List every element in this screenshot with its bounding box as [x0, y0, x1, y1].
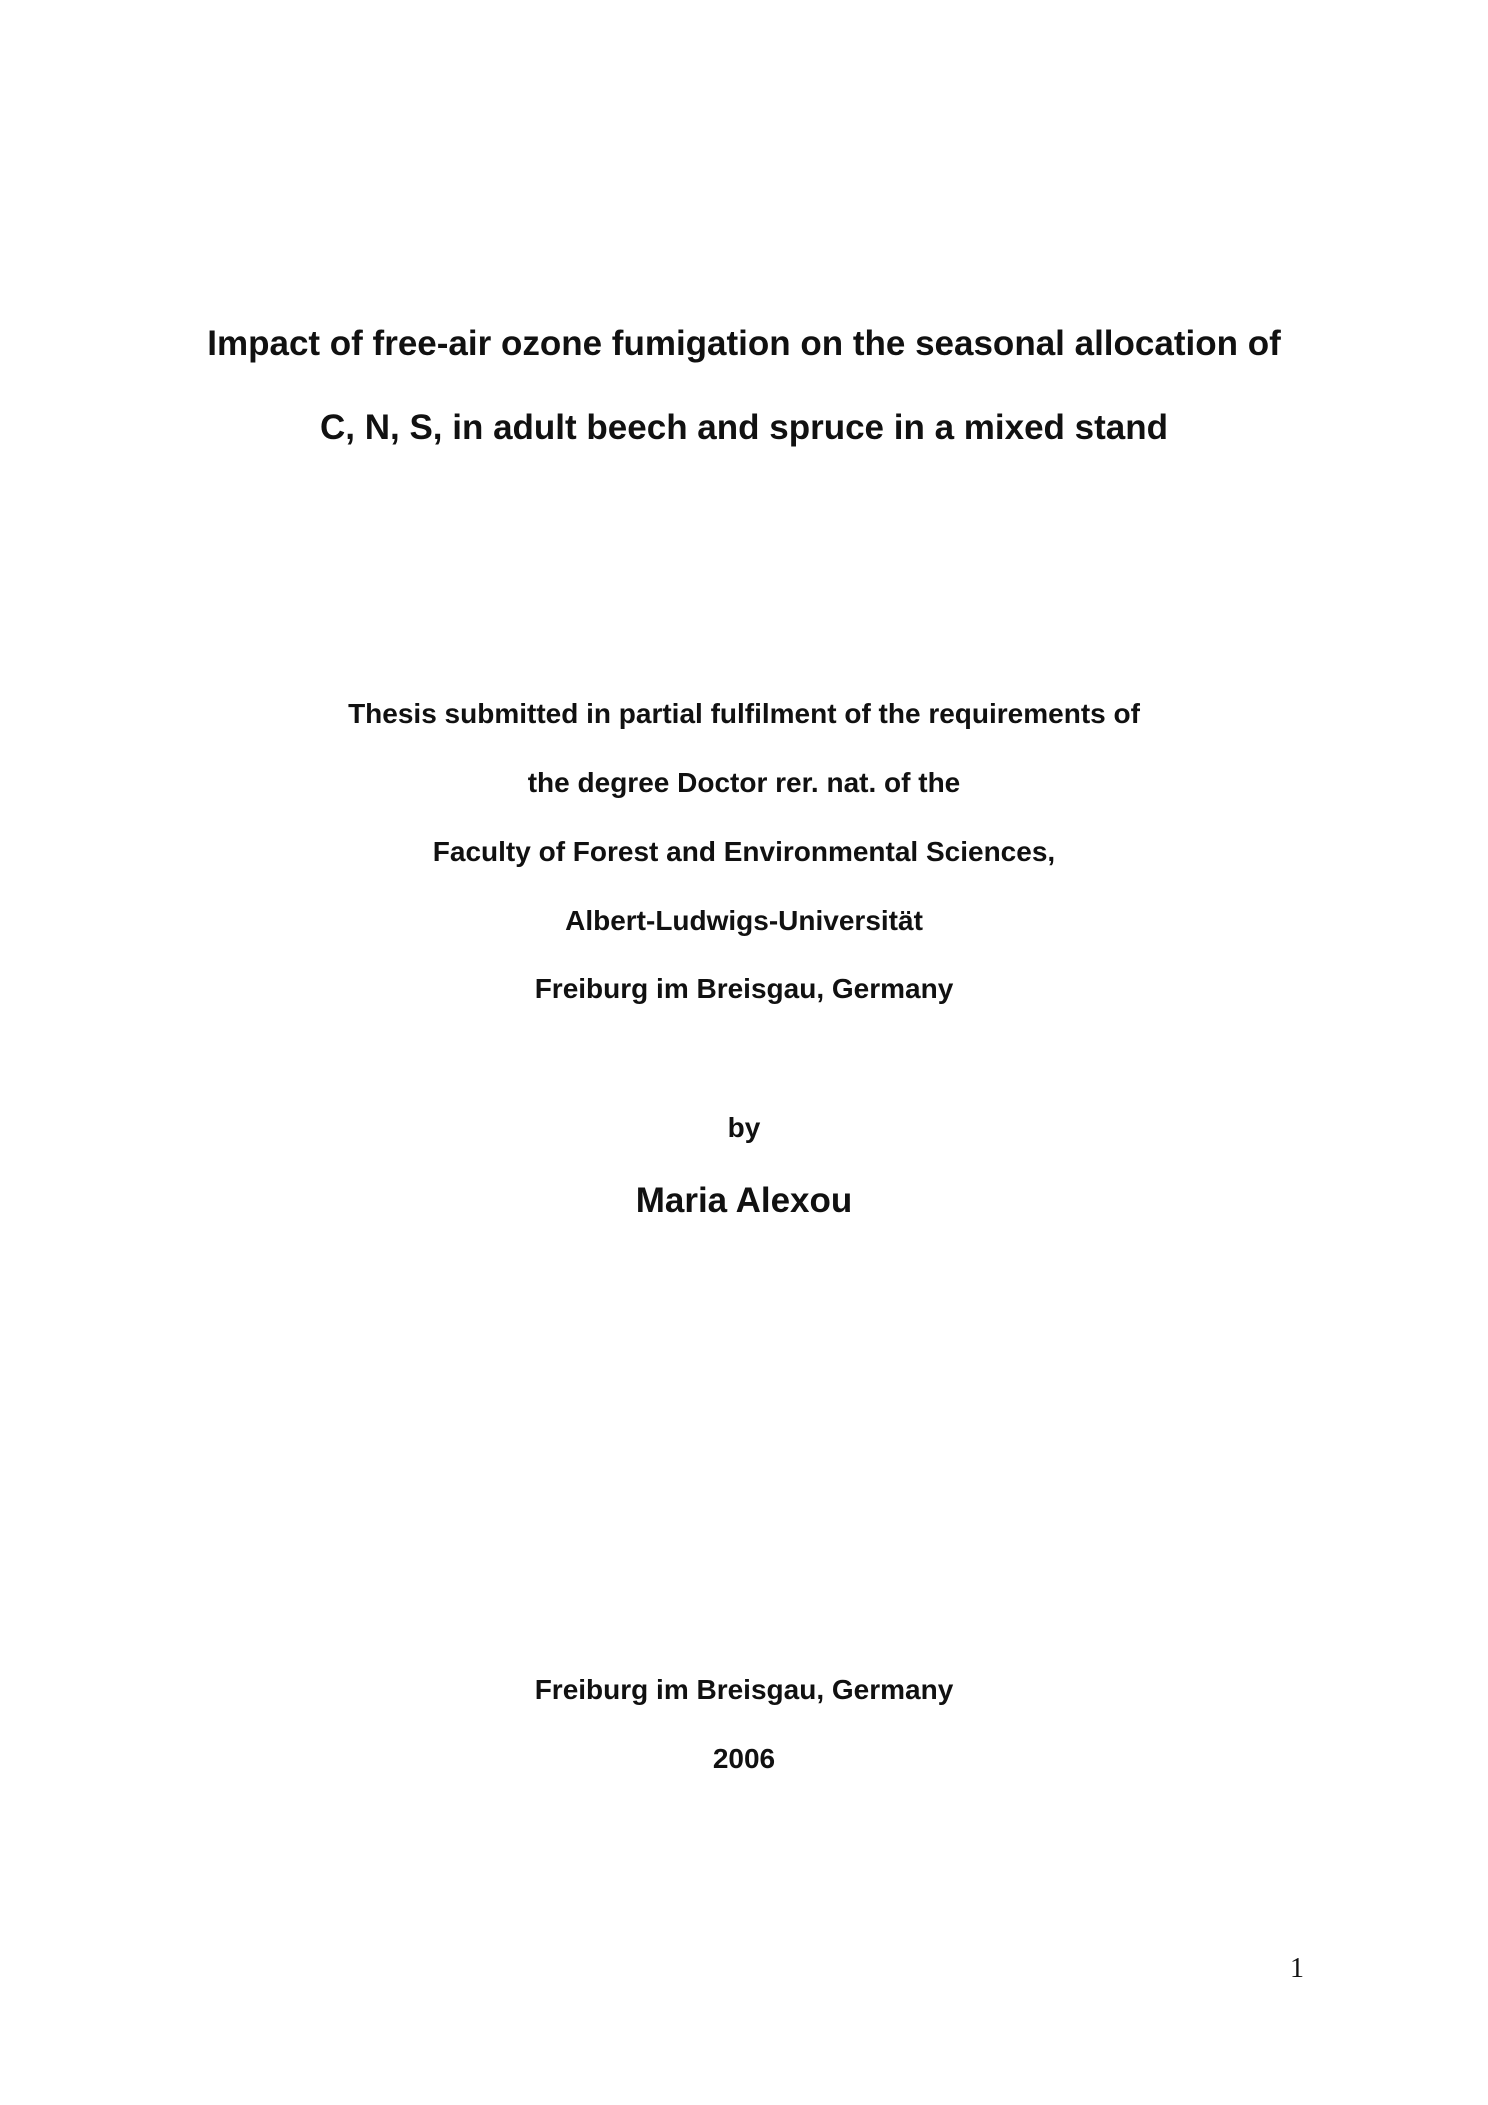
- page-number: 1: [1290, 1953, 1304, 1984]
- thesis-title-line-2: C, N, S, in adult beech and spruce in a mixed stand: [320, 408, 1168, 447]
- submission-line-2: the degree Doctor rer. nat. of the: [527, 767, 961, 798]
- year-line: 2006: [712, 1743, 776, 1774]
- university-line: Albert-Ludwigs-Universität: [565, 905, 923, 936]
- faculty-line: Faculty of Forest and Environmental Sciences,: [432, 836, 1056, 867]
- by-label: by: [727, 1112, 761, 1143]
- author-name: Maria Alexou: [635, 1181, 853, 1220]
- submission-line-1: Thesis submitted in partial fulfilment of the requirements of: [348, 698, 1140, 729]
- location-line: Freiburg im Breisgau, Germany: [534, 973, 954, 1004]
- thesis-title-line-1: Impact of free-air ozone fumigation on the seasonal allocation of: [207, 324, 1281, 363]
- place-line: Freiburg im Breisgau, Germany: [534, 1674, 954, 1705]
